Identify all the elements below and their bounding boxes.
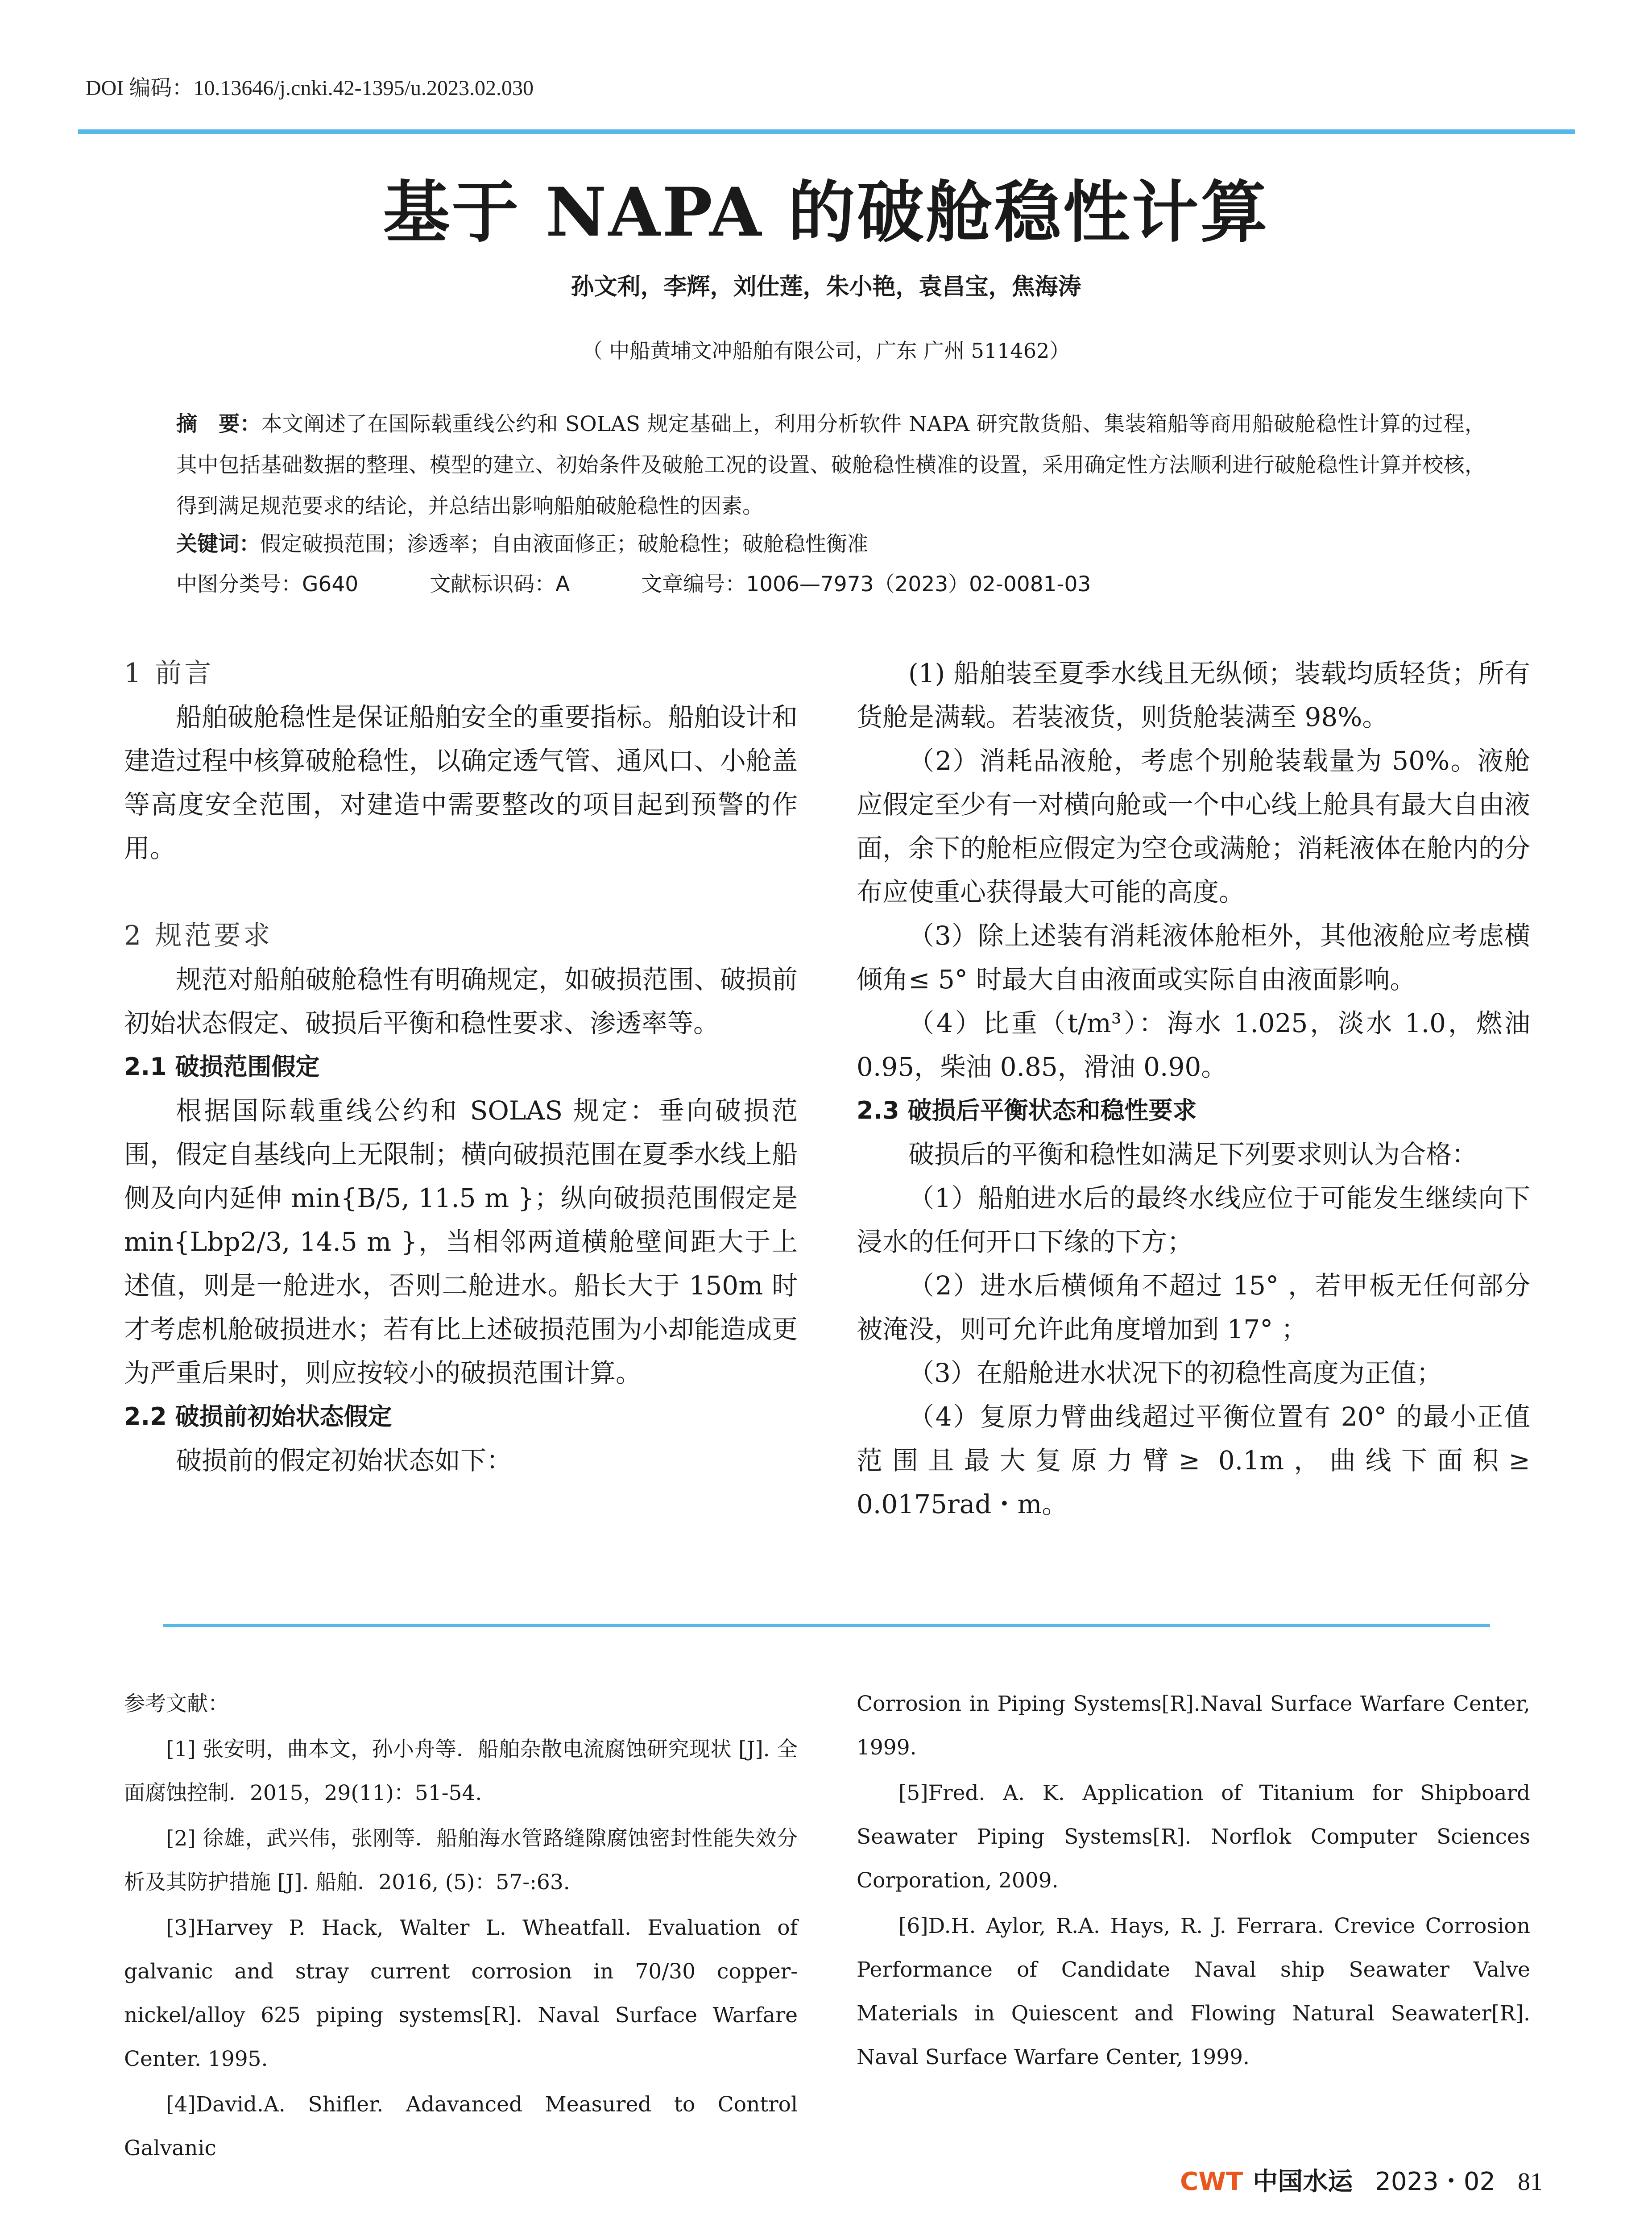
references-right-column — [857, 1682, 1530, 2081]
requirement-3: （3）在船舱进水状况下的初稳性高度为正值； — [908, 1358, 1442, 1388]
page-number: 81 — [1518, 2168, 1543, 2196]
requirement-2: （2）进水后横倾角不超过 15° ，若甲板无任何部分被淹没，则可允许此角度增加到 17° ； — [857, 1270, 1530, 1344]
reference-5: [5]Fred. A. K. Application of Titanium for Shipboard Seawater Piping Systems[R]. Norflok Computer Sciences Corporation, 2009. — [857, 1781, 1530, 1893]
keywords — [176, 527, 1486, 557]
section-1-paragraph: 船舶破舱稳性是保证船舶安全的重要指标。船舶设计和建造过程中核算破舱稳性，以确定透气管、通风口、小舱盖等高度安全范围，对建造中需要整改的项目起到预警的作用。 — [124, 702, 798, 863]
condition-4: （4）比重（t/m³）：海水 1.025，淡水 1.0，燃油 0.95，柴油 0.85，滑油 0.90。 — [857, 1008, 1530, 1082]
brand-mark: CWT — [1180, 2167, 1243, 2196]
reference-4-continued: Corrosion in Piping Systems[R].Naval Surface Warfare Center, 1999. — [857, 1692, 1530, 1760]
keywords-label: 关键词： — [176, 532, 260, 556]
article-number: 文章编号：1006—7973（2023）02-0081-03 — [641, 572, 1091, 597]
reference-4: [4]David.A. Shifler. Adavanced Measured to Control Galvanic — [124, 2092, 798, 2161]
section-2-3-heading: 2.3 破损后平衡状态和稳性要求 — [857, 1096, 1197, 1124]
abstract-text: 本文阐述了在国际载重线公约和 SOLAS 规定基础上，利用分析软件 NAPA 研究散货船、集装箱船等商用船破舱稳性计算的过程，其中包括基础数据的整理、模型的建立、初始条件及破舱工况的设置、破舱稳性横准的设置，采用确定性方法顺利进行破舱稳性计算并校核，得到满足规范要求的结论，并总结出影响船舶破舱稳性的因素。 — [176, 412, 1486, 518]
reference-6: [6]D.H. Aylor, R.A. Hays, R. J. Ferrara. Crevice Corrosion Performance of Candidate Naval ship Seawater Valve Materials in Quiescent and Flowing Natural Seawater[R]. Naval Surface Warfare Center, 1999. — [857, 1914, 1530, 2069]
keywords-text: 假定破损范围；渗透率；自由液面修正；破舱稳性；破舱稳性衡准 — [260, 532, 868, 556]
section-2-heading: 2 规范要求 — [124, 920, 273, 951]
requirement-1: （1）船舶进水后的最终水线应位于可能发生继续向下浸水的任何开口下缘的下方； — [857, 1183, 1530, 1257]
condition-2: （2）消耗品液舱，考虑个别舱装载量为 50%。液舱应假定至少有一对横向舱或一个中心线上舱具有最大自由液面，余下的舱柜应假定为空仓或满舱；消耗液体在舱内的分布应使重心获得最大可能的高度。 — [857, 746, 1530, 907]
doi-line: DOI 编码：10.13646/j.cnki.42-1395/u.2023.02.030 — [86, 76, 534, 100]
section-2-2-paragraph: 破损前的假定初始状态如下： — [176, 1445, 513, 1476]
affiliation: （ 中船黄埔文冲船舶有限公司，广东 广州 511462） — [582, 339, 1070, 363]
issue-number: 2023・02 — [1375, 2167, 1495, 2196]
clc-number: 中图分类号：G640 — [176, 572, 359, 597]
section-2-2-heading: 2.2 破损前初始状态假定 — [124, 1402, 392, 1431]
reference-2: [2] 徐雄，武兴伟，张刚等．船舶海水管路缝隙腐蚀密封性能失效分析及其防护措施 [J]. 船舶．2016, (5)：57-:63. — [124, 1826, 798, 1895]
condition-1: (1) 船舶装至夏季水线且无纵倾；装载均质轻货；所有货舱是满载。若装液货，则货舱装满至 98%。 — [857, 658, 1530, 732]
paper-title: 基于 NAPA 的破舱稳性计算 — [383, 173, 1269, 252]
section-2-paragraph: 规范对船舶破舱稳性有明确规定，如破损范围、破损前初始状态假定、破损后平衡和稳性要求、渗透率等。 — [124, 964, 798, 1038]
body-left-column — [124, 651, 798, 1482]
abstract — [176, 404, 1486, 527]
condition-3: （3）除上述装有消耗液体舱柜外，其他液舱应考虑横倾角≤ 5° 时最大自由液面或实际自由液面影响。 — [857, 921, 1530, 995]
magazine-name: 中国水运 — [1253, 2167, 1353, 2196]
section-2-1-paragraph: 根据国际载重线公约和 SOLAS 规定：垂向破损范围，假定自基线向上无限制；横向破损范围在夏季水线上船侧及向内延伸 min{B/5, 11.5 m }；纵向破损范围假定是 min{Lbp2/3, 14.5 m }，当相邻两道横舱壁间距大于上述值，则是一舱进水，否则二舱进水。船长大于 150m 时才考虑机舱破损进水；若有比上述破损范围为小却能造成更为严重后果时，则应按较小的破损范围计算。 — [124, 1095, 798, 1388]
page-footer — [1180, 2162, 1543, 2198]
classification-line — [176, 568, 1486, 597]
section-2-1-heading: 2.1 破损范围假定 — [124, 1053, 320, 1081]
body-right-column — [857, 651, 1530, 1526]
references-left-column — [124, 1682, 798, 2172]
reference-3: [3]Harvey P. Hack, Walter L. Wheatfall. Evaluation of galvanic and stray current corrosion in 70/30 copper-nickel/alloy 625 piping systems[R]. Naval Surface Warfare Center. 1995. — [124, 1916, 798, 2071]
requirement-4: （4）复原力臂曲线超过平衡位置有 20° 的最小正值范围且最大复原力臂≥ 0.1m，曲线下面积≥ 0.0175rad・m。 — [857, 1402, 1530, 1519]
abstract-label: 摘 要： — [176, 412, 261, 436]
section-1-heading: 1 前言 — [124, 658, 214, 689]
top-divider — [78, 129, 1575, 134]
references-divider — [163, 1624, 1490, 1627]
document-code: 文献标识码：A — [430, 572, 570, 597]
authors: 孙文利，李辉，刘仕莲，朱小艳，袁昌宝，焦海涛 — [571, 274, 1081, 300]
references-heading: 参考文献： — [124, 1692, 229, 1716]
section-2-3-intro: 破损后的平衡和稳性如满足下列要求则认为合格： — [908, 1139, 1478, 1169]
reference-1: [1] 张安明，曲本文，孙小舟等．船舶杂散电流腐蚀研究现状 [J]. 全面腐蚀控制．2015，29(11)：51-54. — [124, 1737, 798, 1805]
